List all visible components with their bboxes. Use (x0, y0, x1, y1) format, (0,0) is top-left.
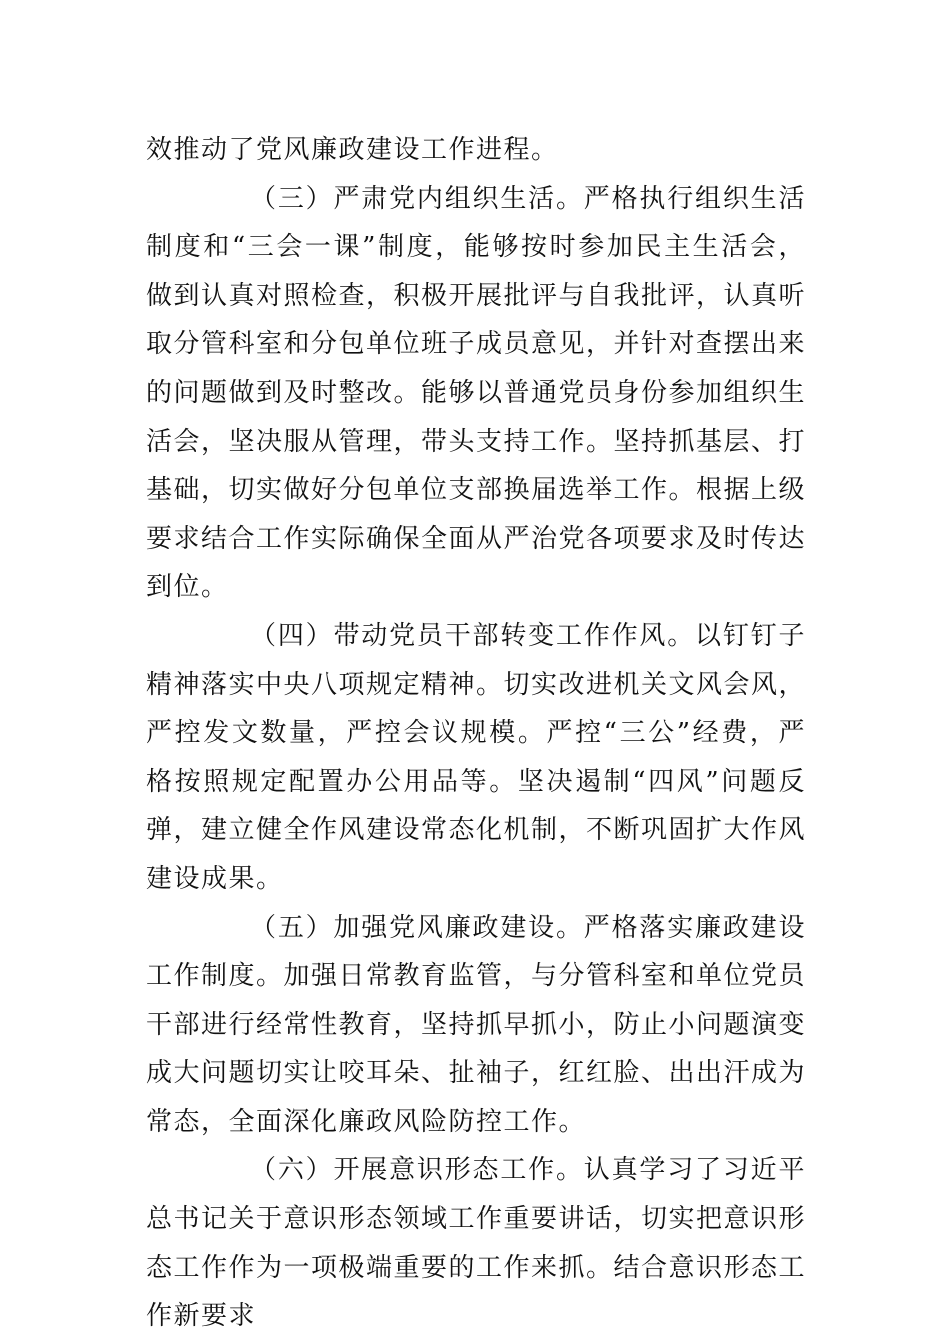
paragraph-section-6: （六）开展意识形态工作。认真学习了习近平总书记关于意识形态领域工作重要讲话，切实把意识形态工作作为一项极端重要的工作来抓。结合意识形态工作新要求 (146, 1155, 807, 1332)
paragraph-section-5: （五）加强党风廉政建设。严格落实廉政建设工作制度。加强日常教育监管，与分管科室和单位党员干部进行经常性教育，坚持抓早抓小，防止小问题演变成大问题切实让咬耳朵、扯袖子，红红脸、出出汗成为常态，全面深化廉政风险防控工作。 (146, 912, 807, 1137)
document-body (146, 126, 806, 1341)
paragraph-section-4: （四）带动党员干部转变工作作风。以钉钉子精神落实中央八项规定精神。切实改进机关文风会风，严控发文数量，严控会议规模。严控“三公”经费，严格按照规定配置办公用品等。坚决遏制“四风”问题反弹，建立健全作风建设常态化机制，不断巩固扩大作风建设成果。 (146, 620, 807, 894)
paragraph-continuation: 效推动了党风廉政建设工作进程。 (146, 135, 559, 165)
paragraph-section-3: （三）严肃党内组织生活。严格执行组织生活制度和“三会一课”制度，能够按时参加民主生活会，做到认真对照检查，积极开展批评与自我批评，认真听取分管科室和分包单位班子成员意见，并针对查摆出来的问题做到及时整改。能够以普通党员身份参加组织生活会，坚决服从管理，带头支持工作。坚持抓基层、打基础，切实做好分包单位支部换届选举工作。根据上级要求结合工作实际确保全面从严治党各项要求及时传达到位。 (146, 183, 807, 603)
